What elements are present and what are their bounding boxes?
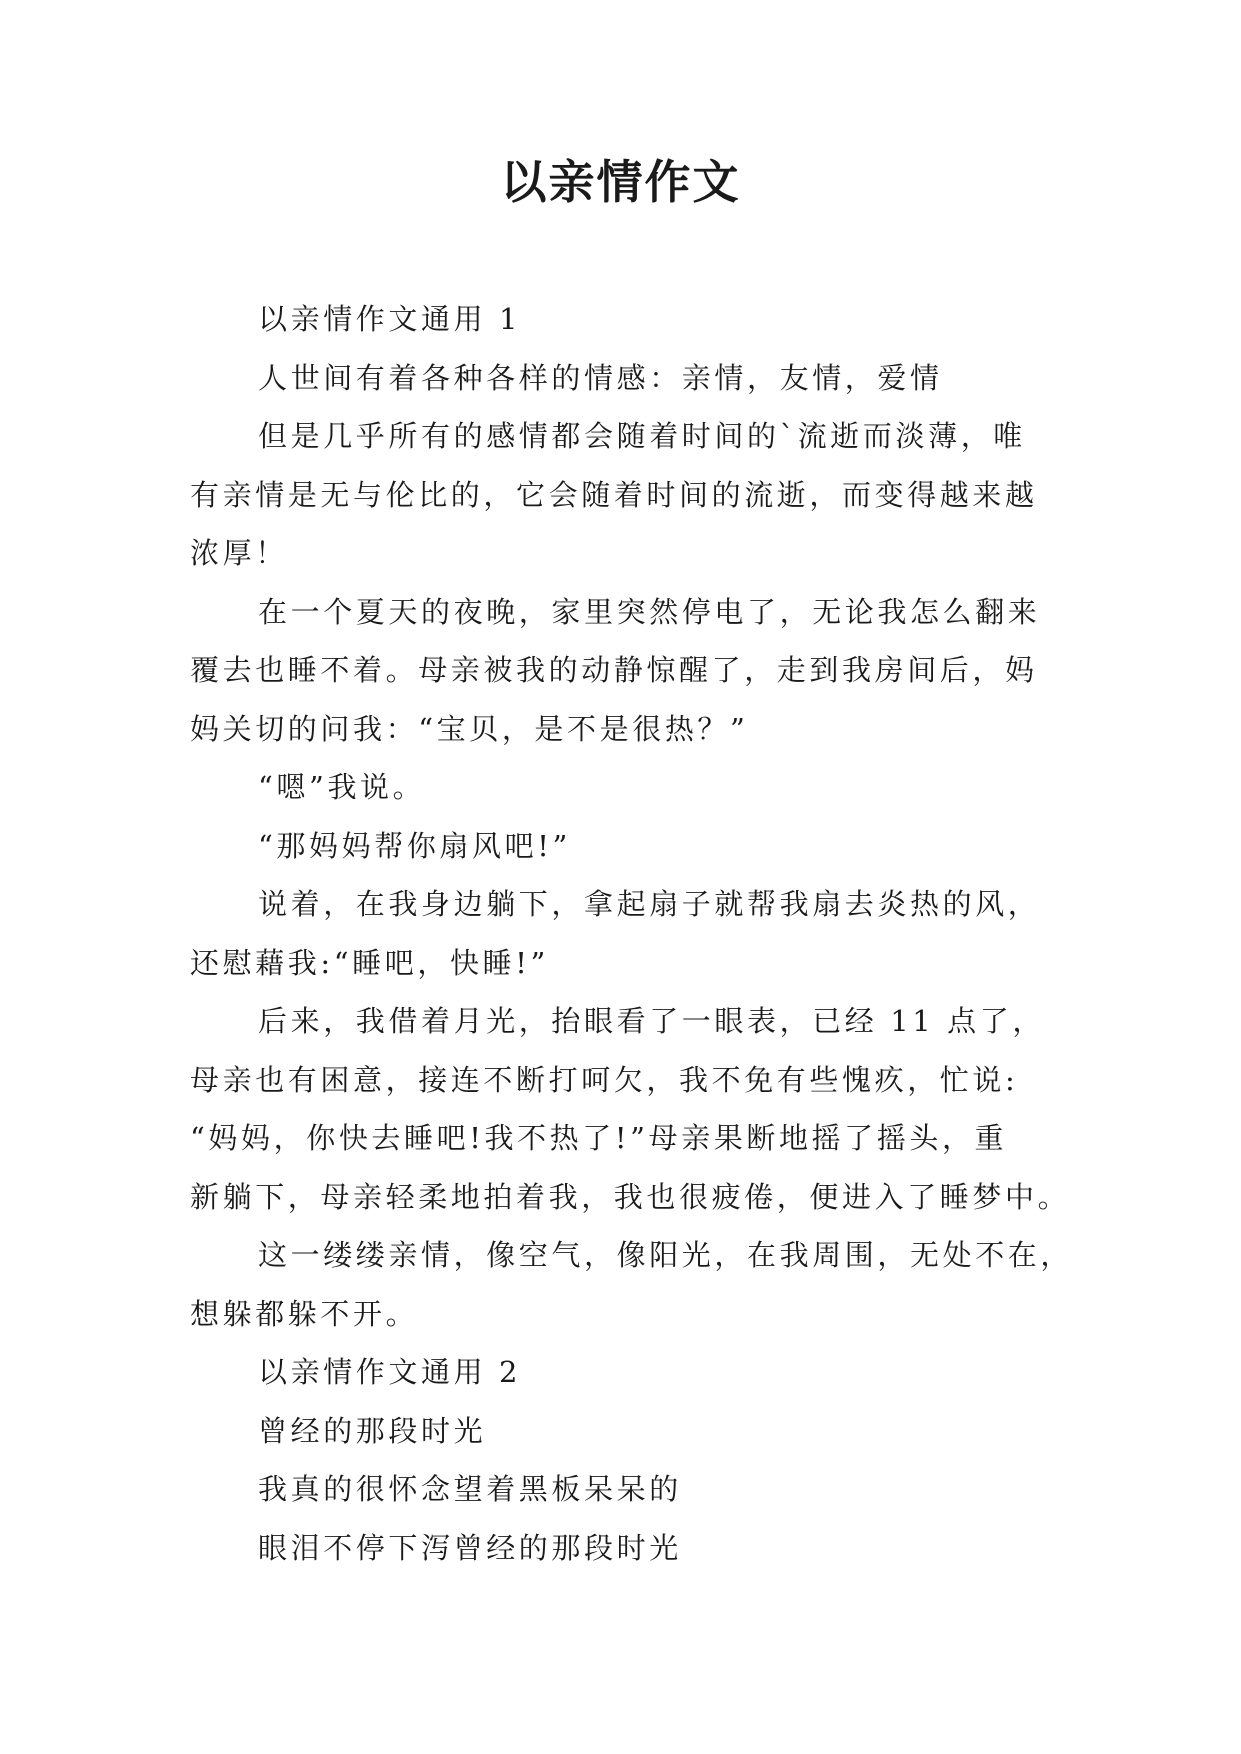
document-body	[190, 290, 1074, 1577]
document-title: 以亲情作文	[500, 155, 741, 209]
text-line: 曾经的那段时光	[258, 1413, 487, 1448]
text-line: 有亲情是无与伦比的，它会随着时间的流逝，而变得越来越	[190, 477, 1038, 512]
text-line: “妈妈，你快去睡吧!我不热了!”母亲果断地摇了摇头，重	[190, 1121, 1008, 1155]
text-line: 母亲也有困意，接连不断打呵欠，我不免有些愧疚，忙说:	[190, 1062, 1019, 1097]
text-line: 浓厚！	[190, 536, 288, 570]
text-line: 妈关切的问我：“宝贝，是不是很热？”	[190, 711, 749, 746]
text-line: 后来，我借着月光，抬眼看了一眼表，已经 11 点了，	[258, 1004, 1045, 1038]
text-line: 新躺下，母亲轻柔地拍着我，我也很疲倦，便进入了睡梦中。	[190, 1179, 1071, 1214]
text-line: 但是几乎所有的感情都会随着时间的`流逝而淡薄，唯	[258, 419, 1026, 453]
text-line: 想躲都躲不开。	[190, 1296, 419, 1331]
text-line: “嗯”我说。	[258, 770, 426, 804]
text-line: 人世间有着各种各样的情感：亲情，友情，爱情	[258, 360, 943, 395]
text-line: 还慰藉我:“睡吧，快睡!”	[190, 945, 549, 980]
text-line: 眼泪不停下泻曾经的那段时光	[258, 1530, 682, 1565]
text-line: 以亲情作文通用 2	[258, 1355, 522, 1389]
text-line: 覆去也睡不着。母亲被我的动静惊醒了，走到我房间后，妈	[190, 653, 1038, 687]
text-line: 说着，在我身边躺下，拿起扇子就帮我扇去炎热的风，	[258, 887, 1041, 921]
text-line: “那妈妈帮你扇风吧!”	[258, 828, 571, 863]
text-line: 这一缕缕亲情，像空气，像阳光，在我周围，无处不在，	[258, 1238, 1074, 1272]
text-line: 我真的很怀念望着黑板呆呆的	[258, 1472, 682, 1506]
text-line: 以亲情作文通用 1	[258, 302, 522, 336]
text-line: 在一个夏天的夜晚，家里突然停电了，无论我怎么翻来	[258, 594, 1041, 629]
